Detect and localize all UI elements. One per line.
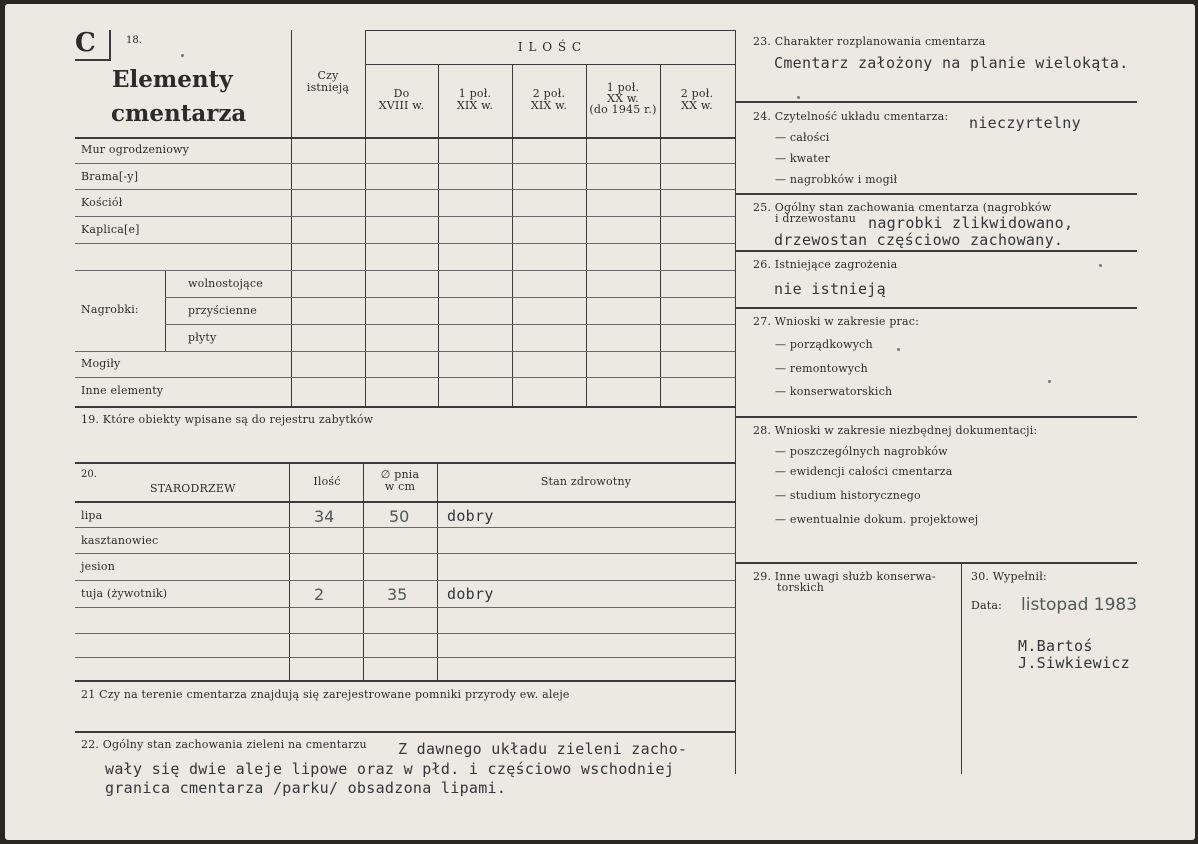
row-line — [75, 270, 735, 271]
row-mur: Mur ogrodzeniowy — [81, 143, 190, 156]
tree-state: dobry — [447, 585, 494, 603]
starodrzew-row-line — [75, 580, 735, 581]
section-18-title-2: cmentarza — [111, 100, 247, 127]
tree-name: lipa — [81, 509, 103, 522]
section-28-item: — studium historycznego — [775, 489, 921, 502]
row-line — [75, 351, 735, 352]
row-line — [75, 216, 735, 217]
section-30-date-label: Data: — [971, 599, 1003, 612]
row-wolnostojace: wolnostojące — [188, 277, 263, 290]
section-18-title-1: Elementy — [112, 66, 233, 93]
table18-vline-1 — [365, 30, 366, 406]
istnieja-label: istnieją — [306, 81, 350, 94]
starodrzew-vline-3 — [437, 462, 438, 680]
section-23-label: 23. Charakter rozplanowania cmentarza — [753, 35, 986, 48]
col-do-xviii-line1: Do — [393, 87, 410, 100]
starodrzew-vline-1 — [289, 462, 290, 680]
section-30-date: listopad 1983 — [1021, 595, 1138, 615]
section-29-30-divider — [961, 562, 962, 774]
paper-speck — [181, 54, 184, 57]
ilosc-sub-rule — [365, 64, 735, 65]
section-24-bottom-rule — [735, 193, 1137, 195]
paper-speck — [797, 96, 800, 99]
czy-label: Czy — [317, 69, 339, 82]
section-30-label: 30. Wypełnił: — [971, 570, 1047, 583]
starodrzew-row-line — [75, 633, 735, 634]
col-2pol-xx — [660, 88, 734, 112]
section-25-value-1: nagrobki zlikwidowano, — [868, 214, 1074, 232]
col-1pol-xix-line2: XIX w. — [456, 99, 494, 112]
section-28-item: — ewentualnie dokum. projektowej — [775, 513, 979, 526]
section-24-value: nieczyrtelny — [969, 114, 1081, 132]
row-nagrobki: Nagrobki: — [81, 303, 139, 316]
table18-bottom-rule — [75, 406, 735, 408]
col-1pol-xx-line1: 1 poł. — [606, 81, 640, 94]
col-2pol-xx-line1: 2 poł. — [680, 87, 714, 100]
section-28-label: 28. Wnioski w zakresie niezbędnej dokumentacji: — [753, 424, 1038, 437]
section-26-bottom-rule — [735, 307, 1137, 309]
nagrobki-vline — [165, 270, 166, 351]
table18-vline-2 — [438, 64, 439, 406]
card-letter: C — [75, 28, 96, 58]
row-line — [75, 243, 735, 244]
starodrzew-bottom-rule — [75, 680, 735, 682]
starodrzew-row-line — [75, 657, 735, 658]
starodrzew-row-line — [75, 607, 735, 608]
table-header-bottom-rule — [75, 137, 735, 139]
section-28-item: — poszczególnych nagrobków — [775, 445, 948, 458]
letter-underline — [75, 59, 111, 61]
row-line — [75, 189, 735, 190]
tree-count: 34 — [314, 507, 335, 526]
section-27-label: 27. Wnioski w zakresie prac: — [753, 315, 920, 328]
section-25-label-2: i drzewostanu — [775, 212, 857, 225]
section-24-item: — kwater — [775, 152, 830, 165]
section-25-bottom-rule — [735, 250, 1137, 252]
starodrzew-row-line — [75, 553, 735, 554]
col-1pol-xx — [586, 82, 660, 115]
paper-speck — [1048, 380, 1051, 383]
col-1pol-xix-line1: 1 poł. — [458, 87, 492, 100]
section-27-item: — porządkowych — [775, 338, 873, 351]
section-27-bottom-rule — [735, 416, 1137, 418]
section-24-item: — całości — [775, 131, 830, 144]
section-24-item: — nagrobków i mogił — [775, 173, 898, 186]
tree-diameter: 35 — [387, 585, 408, 604]
col-do-xviii-line2: XVIII w. — [378, 99, 425, 112]
col-1pol-xx-line3: (do 1945 r.) — [589, 103, 657, 116]
tree-diameter: 50 — [389, 507, 410, 526]
tree-name: jesion — [81, 560, 115, 573]
table18-vline-3 — [512, 64, 513, 406]
section-19-label: 19. Które obiekty wpisane są do rejestru zabytków — [81, 413, 374, 426]
starodrzew-ilosc-header: Ilość — [313, 475, 341, 488]
table18-vline-4 — [586, 64, 587, 406]
row-line — [75, 163, 735, 164]
table18-vline-czy — [291, 30, 292, 406]
row-brama: Brama[-y] — [81, 170, 139, 183]
tree-count: 2 — [314, 585, 325, 604]
section-29-label-2: torskich — [777, 581, 824, 594]
pnia-line2: w cm — [384, 480, 416, 493]
section-23-value: Cmentarz założony na planie wielokąta. — [774, 54, 1129, 72]
section-22-text-3: granica cmentarza /parku/ obsadzona lipami. — [105, 779, 507, 797]
starodrzew-header-rule — [75, 501, 735, 503]
tree-name: tuja (żywotnik) — [81, 587, 168, 600]
main-column-divider — [735, 30, 736, 774]
letter-divider — [109, 30, 111, 60]
starodrzew-pnia-header — [363, 469, 437, 493]
table18-vline-5 — [660, 64, 661, 406]
section-23-bottom-rule — [735, 101, 1137, 103]
section-25-value-2: drzewostan częściowo zachowany. — [774, 231, 1064, 249]
row-line — [75, 377, 735, 378]
section-22-text-2: wały się dwie aleje lipowe oraz w płd. i częściowo wschodniej — [105, 760, 675, 778]
starodrzew-stan-header: Stan zdrowotny — [540, 475, 632, 488]
section-28-bottom-rule — [735, 562, 1137, 564]
col-do-xviii — [365, 88, 438, 112]
section-21-bottom-rule — [75, 731, 735, 733]
ilosc-top-rule — [365, 30, 735, 31]
section-26-value: nie istnieją — [774, 280, 886, 298]
col-1pol-xix — [438, 88, 512, 112]
section-18-number: 18. — [126, 35, 142, 46]
ilosc-header: I L O Ś C — [517, 40, 583, 54]
col-2pol-xx-line2: XX w. — [681, 99, 713, 112]
section-26-label: 26. Istniejące zagrożenia — [753, 258, 898, 271]
row-kosciol: Kościół — [81, 196, 123, 209]
section-25-label-1: 25. Ogólny stan zachowania cmentarza (nagrobków — [753, 201, 1052, 214]
paper-speck — [897, 348, 900, 351]
section-29-label-1: 29. Inne uwagi służb konserwa- — [753, 570, 936, 583]
starodrzew-title: STARODRZEW — [150, 482, 236, 495]
row-kaplica: Kaplica[e] — [81, 223, 140, 236]
starodrzew-vline-2 — [363, 462, 364, 680]
row-line — [165, 324, 735, 325]
section-30-name-1: M.Bartoś — [1018, 637, 1093, 655]
starodrzew-row-line — [75, 527, 735, 528]
paper-speck — [1099, 264, 1102, 267]
section-21-label: 21 Czy na terenie cmentarza znajdują się zarejestrowane pomniki przyrody ew. aleje — [81, 688, 570, 701]
section-19-bottom-rule — [75, 462, 735, 464]
row-inne: Inne elementy — [81, 384, 164, 397]
tree-name: kasztanowiec — [81, 534, 159, 547]
row-mogily: Mogiły — [81, 357, 121, 370]
section-22-text-1: Z dawnego układu zieleni zacho- — [398, 740, 688, 758]
inventory-card — [5, 4, 1195, 840]
czy-istnieja-header — [292, 70, 364, 94]
section-28-item: — ewidencji całości cmentarza — [775, 465, 953, 478]
row-plyty: płyty — [188, 331, 217, 344]
tree-state: dobry — [447, 507, 494, 525]
section-30-name-2: J.Siwkiewicz — [1018, 654, 1130, 672]
col-2pol-xix-line2: XIX w. — [530, 99, 568, 112]
section-20-number: 20. — [81, 469, 97, 480]
col-2pol-xix — [512, 88, 586, 112]
section-22-label: 22. Ogólny stan zachowania zieleni na cmentarzu — [81, 738, 367, 751]
section-24-label: 24. Czytelność układu cmentarza: — [753, 110, 949, 123]
section-27-item: — konserwatorskich — [775, 385, 893, 398]
section-27-item: — remontowych — [775, 362, 868, 375]
row-line — [165, 297, 735, 298]
col-1pol-xx-line2: XX w. — [607, 92, 639, 105]
pnia-line1: ∅ pnia — [380, 468, 420, 481]
row-przyscienne: przyścienne — [188, 304, 258, 317]
col-2pol-xix-line1: 2 poł. — [532, 87, 566, 100]
